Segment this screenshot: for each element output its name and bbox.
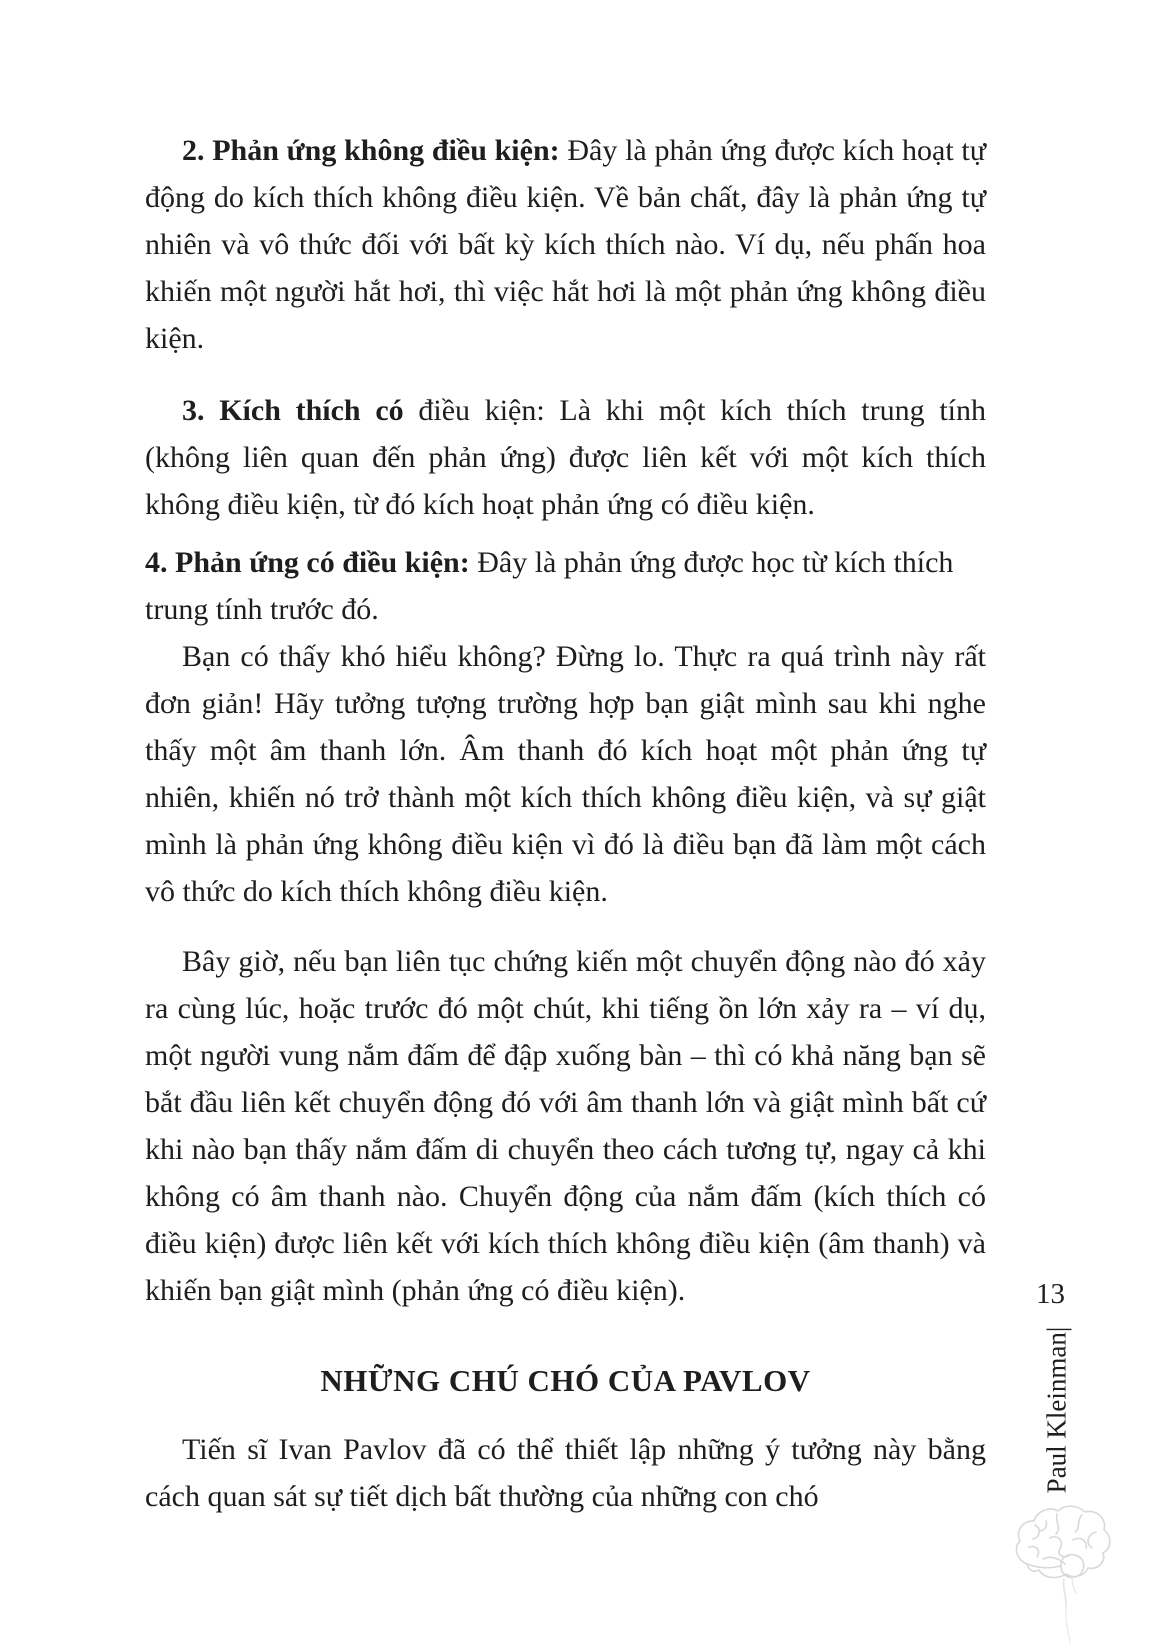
term-label-conditioned-stimulus: 3. Kích thích có [182, 394, 404, 427]
paragraph-text: Đây là phản ứng được kích hoạt tự động do kích thích không điều kiện. Về bản chất, đây là phản ứng tự nhiên và vô thức đối với bất kỳ kích thích nào. Ví dụ, nếu phấn hoa khiến một người hắt hơi, thì việc hắt hơi là một phản ứng không điều kiện. [145, 134, 987, 355]
paragraph-conditioned-stimulus [145, 387, 986, 528]
term-label-conditioned-response: 4. Phản ứng có điều kiện: [145, 546, 470, 579]
paragraph-text: Bạn có thấy khó hiểu không? Đừng lo. Thực ra quá trình này rất đơn giản! Hãy tưởng tượng trường hợp bạn giật mình sau khi nghe thấy một âm thanh lớn. Âm thanh đó kích hoạt một phản ứng tự nhiên, khiến nó trở thành một kích thích không điều kiện, và sự giật mình là phản ứng không điều kiện vì đó là điều bạn đã làm một cách vô thức do kích thích không điều kiện. [145, 640, 986, 908]
sidebar-author-name: Paul Kleinman| [1041, 1326, 1072, 1494]
section-heading-pavlovs-dogs: NHỮNG CHÚ CHÓ CỦA PAVLOV [320, 1363, 811, 1398]
paragraph-fist-example [145, 938, 986, 1314]
paragraph-unconditioned-response [145, 127, 986, 362]
paragraph-pavlov-intro: Tiến sĩ Ivan Pavlov đã có thể thiết lập những ý tưởng này bằng cách quan sát sự tiết dịch bất thường của những con chó [145, 1433, 986, 1513]
paragraph-text: Bây giờ, nếu bạn liên tục chứng kiến một chuyển động nào đó xảy ra cùng lúc, hoặc trước đó một chút, khi tiếng ồn lớn xảy ra – ví dụ, một người vung nắm đấm để đập xuống bàn – thì có khả năng bạn sẽ bắt đầu liên kết chuyển động đó với âm thanh lớn và giật mình bất cứ khi nào bạn thấy nắm đấm di chuyển theo cách tương tự, ngay cả khi không có âm thanh nào. Chuyển động của nắm đấm (kích thích có điều kiện) được liên kết với kích thích không điều kiện (âm thanh) và khiến bạn giật mình (phản ứng có điều kiện). [145, 945, 986, 1307]
page-number: 13 [1036, 1278, 1065, 1310]
paragraph-explanation [145, 633, 986, 915]
paragraph-text: Đây là phản ứng được học từ kích thích trung tính trước đó. [145, 546, 954, 626]
paragraph-conditioned-response [145, 539, 986, 633]
paragraph-text: điều kiện: Là khi một kích thích trung tính (không liên quan đến phản ứng) được liên kết với một kích thích không điều kiện, từ đó kích hoạt phản ứng có điều kiện. [145, 394, 986, 521]
term-label-unconditioned-response: 2. Phản ứng không điều kiện: [182, 134, 560, 167]
text-column [145, 127, 986, 1520]
brain-icon [1006, 1503, 1118, 1646]
